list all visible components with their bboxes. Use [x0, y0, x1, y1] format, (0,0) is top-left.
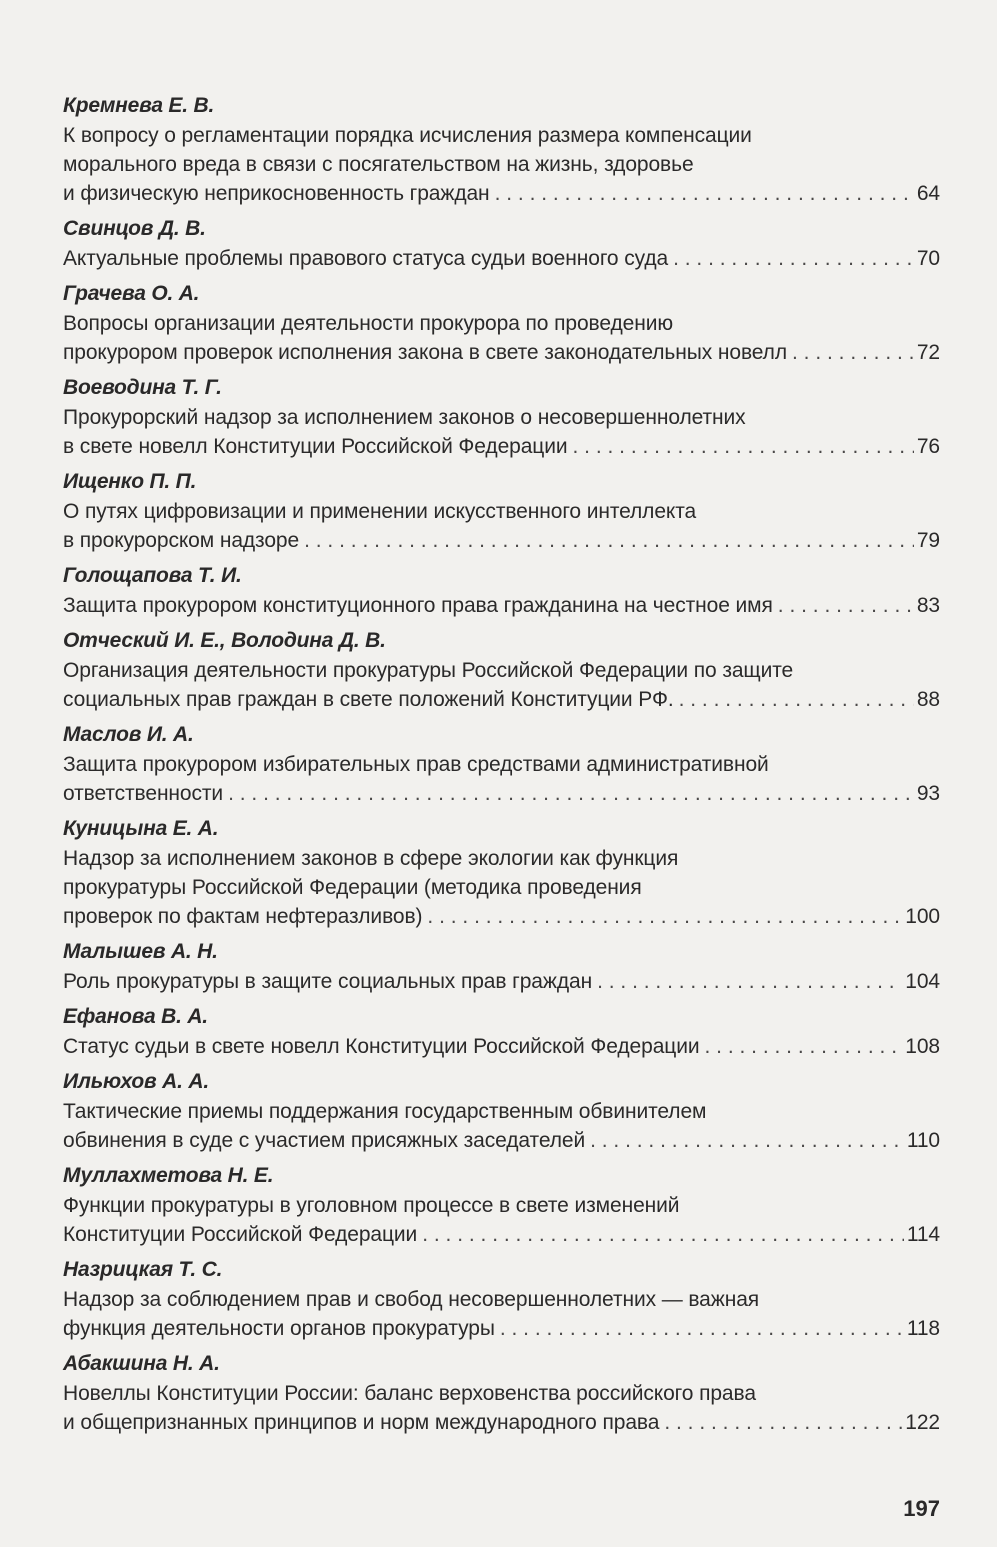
toc-entry-title-line: Функции прокуратуры в уголовном процессе в свете изменений — [63, 1194, 680, 1217]
toc-entry-title-line: Надзор за исполнением законов в сфере экологии как функция — [63, 847, 679, 870]
toc-entry-title-line: Защита прокурором избирательных прав средствами административной — [63, 753, 769, 776]
toc-entry — [63, 1068, 940, 1155]
toc-entry-author: Муллахметова Н. Е. — [63, 1164, 274, 1187]
toc-entry-page-number: 83 — [916, 594, 940, 617]
toc-entry-title-line: социальных прав граждан в свете положений Конституции РФ. — [63, 688, 674, 711]
dot-leader — [304, 526, 914, 555]
toc-entry-title-line: О путях цифровизации и применении искусственного интеллекта — [63, 500, 697, 523]
toc-entry — [63, 1162, 940, 1249]
toc-entry-author: Ефанова В. А. — [63, 1005, 208, 1028]
dot-leader — [679, 685, 914, 714]
toc-entry-title-last-line — [63, 1314, 940, 1343]
toc-entry-title-line: прокурором проверок исполнения закона в свете законодательных новелл — [63, 341, 787, 364]
toc-entry-title-line: Защита прокурором конституционного права гражданина на честное имя — [63, 594, 773, 617]
toc-entry-page-number: 64 — [916, 182, 940, 205]
dot-leader — [495, 179, 914, 208]
dot-leader — [673, 244, 914, 273]
toc-entry-title-last-line — [63, 591, 940, 620]
toc-entry-page-number: 100 — [905, 905, 940, 928]
toc-entry-title-last-line — [63, 779, 940, 808]
toc-entry-page-number: 93 — [916, 782, 940, 805]
toc-entry-title-line: и общепризнанных принципов и норм международного права — [63, 1411, 660, 1434]
toc-entry — [63, 215, 940, 273]
toc-entry-author: Абакшина Н. А. — [63, 1352, 220, 1375]
toc-entry-title-line: в прокурорском надзоре — [63, 529, 300, 552]
dot-leader — [792, 338, 914, 367]
toc-entry-title-last-line — [63, 1220, 940, 1249]
toc-entry-page-number: 118 — [906, 1317, 940, 1340]
toc-entry-title-line: Надзор за соблюдением прав и свобод несовершеннолетних — важная — [63, 1288, 760, 1311]
toc-entry-page-number: 110 — [906, 1129, 940, 1152]
toc-entry-title-line: обвинения в суде с участием присяжных заседателей — [63, 1129, 586, 1152]
toc-entry-title-last-line — [63, 967, 940, 996]
toc-entry-title-line: проверок по фактам нефтеразливов) — [63, 905, 423, 928]
toc-entry-title-line: функция деятельности органов прокуратуры — [63, 1317, 495, 1340]
toc-entry-title-line: Новеллы Конституции России: баланс верховенства российского права — [63, 1382, 756, 1405]
toc-entry — [63, 627, 940, 714]
toc-entry-page-number: 104 — [905, 970, 940, 993]
toc-entry-title-line: прокуратуры Российской Федерации (методика проведения — [63, 876, 642, 899]
toc-entry-author: Свинцов Д. В. — [63, 217, 206, 240]
toc-entry — [63, 92, 940, 208]
toc-entry — [63, 280, 940, 367]
toc-entry-title-last-line — [63, 902, 940, 931]
toc-entry-title-last-line — [63, 1126, 940, 1155]
dot-leader — [597, 967, 902, 996]
toc-entry-title-line: Организация деятельности прокуратуры Российской Федерации по защите — [63, 659, 794, 682]
dot-leader — [422, 1220, 904, 1249]
toc-entry-author: Маслов И. А. — [63, 723, 194, 746]
dot-leader — [228, 779, 914, 808]
dot-leader — [500, 1314, 904, 1343]
toc-entry-author: Ищенко П. П. — [63, 470, 197, 493]
toc-entry-page-number: 76 — [916, 435, 940, 458]
toc-entry-page-number: 79 — [916, 529, 940, 552]
toc-entry-title-last-line — [63, 179, 940, 208]
toc-entry-title-line: Роль прокуратуры в защите социальных прав граждан — [63, 970, 593, 993]
toc-entry-title-last-line — [63, 432, 940, 461]
toc-entry-title-line: Тактические приемы поддержания государственным обвинителем — [63, 1100, 707, 1123]
toc-entry-author: Воеводина Т. Г. — [63, 376, 222, 399]
dot-leader — [590, 1126, 904, 1155]
toc-entry-title-line: Актуальные проблемы правового статуса судьи военного суда — [63, 247, 669, 270]
toc-entry — [63, 374, 940, 461]
dot-leader — [778, 591, 914, 620]
toc-entry — [63, 1350, 940, 1437]
toc-entry-title-line: в свете новелл Конституции Российской Федерации — [63, 435, 568, 458]
toc-entry-title-line: ответственности — [63, 782, 224, 805]
toc-entry-author: Ильюхов А. А. — [63, 1070, 210, 1093]
toc-entry-title-line: Конституции Российской Федерации — [63, 1223, 418, 1246]
toc-entry-author: Малышев А. Н. — [63, 940, 218, 963]
toc-entry-title-last-line — [63, 685, 940, 714]
toc-entry-author: Кремнева Е. В. — [63, 94, 215, 117]
toc-entry-author: Голощапова Т. И. — [63, 564, 242, 587]
toc-entry-title-last-line — [63, 244, 940, 273]
toc-entry-title-line: морального вреда в связи с посягательством на жизнь, здоровье — [63, 153, 694, 176]
toc-entry-author: Грачева О. А. — [63, 282, 200, 305]
toc-entry-page-number: 72 — [916, 341, 940, 364]
toc-entry-title-line: К вопросу о регламентации порядка исчисления размера компенсации — [63, 124, 752, 147]
toc-entry-page-number: 122 — [905, 1411, 940, 1434]
toc-entry — [63, 562, 940, 620]
toc-entry-page-number: 114 — [906, 1223, 940, 1246]
toc-entry-title-line: Прокурорский надзор за исполнением законов о несовершеннолетних — [63, 406, 746, 429]
toc-entry — [63, 938, 940, 996]
toc-entry — [63, 815, 940, 931]
toc-entry-title-last-line — [63, 1032, 940, 1061]
toc-entry-author: Отческий И. Е., Володина Д. В. — [63, 629, 386, 652]
toc-entry-author: Куницына Е. А. — [63, 817, 219, 840]
toc-entry — [63, 1256, 940, 1343]
toc-entry-page-number: 70 — [916, 247, 940, 270]
toc-entry — [63, 1003, 940, 1061]
toc-entry — [63, 468, 940, 555]
toc-entry-page-number: 88 — [916, 688, 940, 711]
table-of-contents — [63, 92, 940, 1437]
toc-entry-author: Назрицкая Т. С. — [63, 1258, 223, 1281]
dot-leader — [704, 1032, 902, 1061]
toc-entry-title-line: Статус судьи в свете новелл Конституции Российской Федерации — [63, 1035, 700, 1058]
toc-entry-title-line: и физическую неприкосновенность граждан — [63, 182, 490, 205]
toc-entry-page-number: 108 — [905, 1035, 940, 1058]
dot-leader — [573, 432, 914, 461]
toc-entry-title-last-line — [63, 526, 940, 555]
dot-leader — [427, 902, 902, 931]
dot-leader — [664, 1408, 902, 1437]
toc-entry-title-line: Вопросы организации деятельности прокурора по проведению — [63, 312, 673, 335]
toc-entry — [63, 721, 940, 808]
toc-entry-title-last-line — [63, 1408, 940, 1437]
toc-entry-title-last-line — [63, 338, 940, 367]
page-number: 197 — [903, 1496, 940, 1521]
